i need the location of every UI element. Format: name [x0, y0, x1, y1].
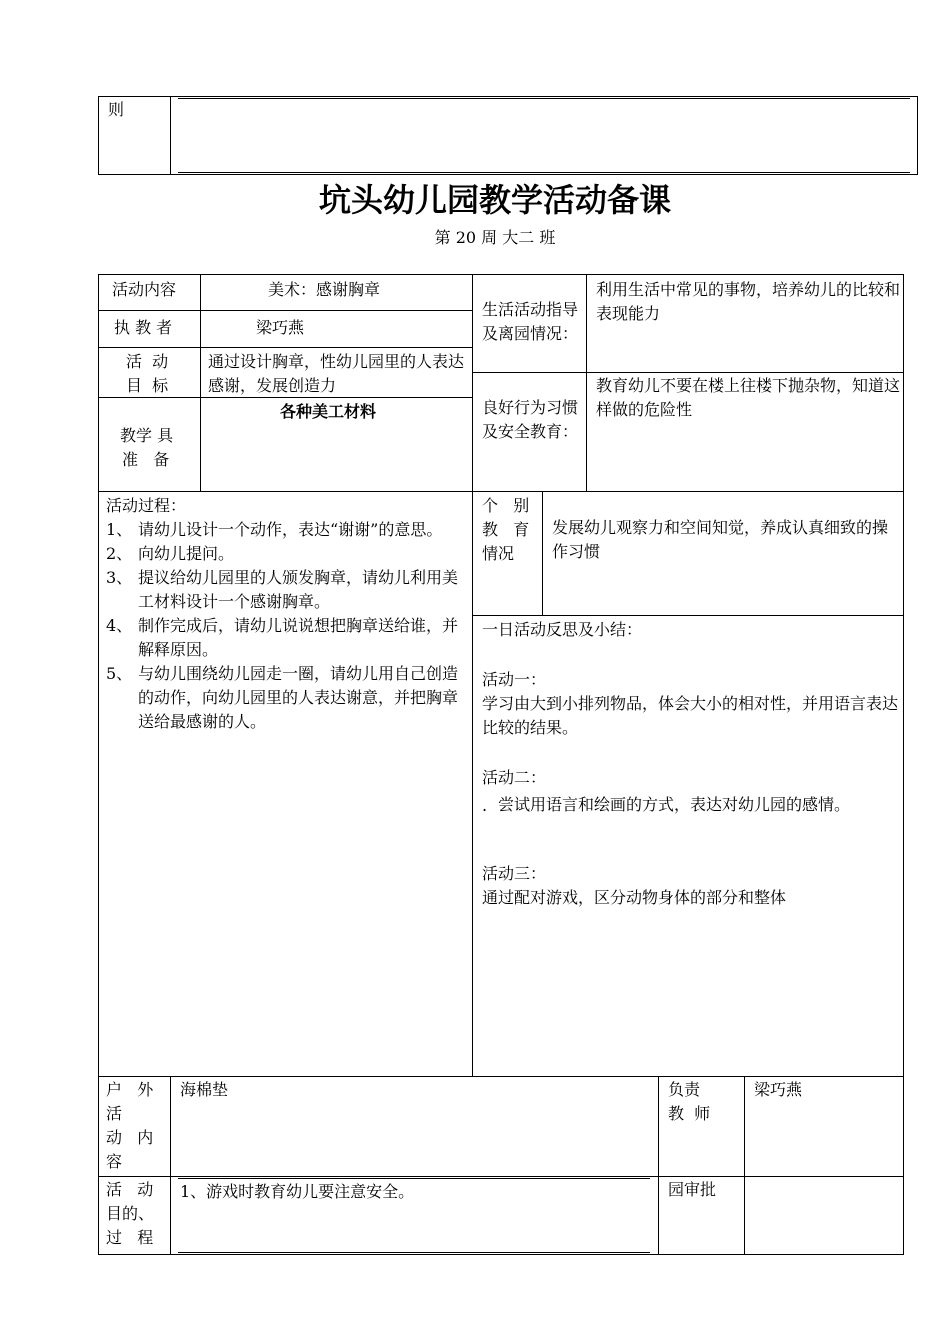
page-title: 坑头幼儿园教学活动备课: [318, 181, 671, 219]
purpose-label-line2: 目的、: [106, 1204, 155, 1223]
process-step-text: 与幼儿围绕幼儿园走一圈，请幼儿用自己创造的动作，向幼儿园里的人表达谢意，并把胸章送给最感谢的人。: [138, 664, 459, 731]
life-value: 利用生活中常见的事物，培养幼儿的比较和表现能力: [596, 280, 901, 323]
process-step: [106, 542, 468, 566]
habit-value: 教育幼儿不要在楼上往楼下抛杂物，知道这样做的危险性: [596, 376, 901, 419]
activity-three-text: 通过配对游戏，区分动物身体的部分和整体: [482, 888, 787, 907]
outdoor-label-line4: 容: [106, 1152, 123, 1171]
process-step-text: 提议给幼儿园里的人颁发胸章，请幼儿利用美工材料设计一个感谢胸章。: [138, 568, 459, 611]
purpose-label-line3: 过 程: [106, 1228, 154, 1247]
responsible-value: 梁巧燕: [754, 1080, 803, 1099]
process-step-number: 4、: [106, 616, 133, 635]
process-step-text: 制作完成后，请幼儿说说想把胸章送给谁，并解释原因。: [138, 616, 459, 659]
activity-three-label: 活动三：: [482, 864, 547, 883]
process-step-text: 向幼儿提问。: [138, 544, 235, 563]
process-label: 活动过程：: [106, 496, 187, 515]
responsible-label-line1: 负责: [668, 1080, 701, 1099]
activity-content-value: 美术：感谢胸章: [268, 280, 381, 299]
activity-one-text: 学习由大到小排列物品，体会大小的相对性，并用语言表达比较的结果。: [482, 694, 899, 737]
materials-value: 各种美工材料: [280, 402, 377, 421]
reflection-label: 一日活动反思及小结：: [482, 620, 643, 639]
outdoor-label-line1: 户 外: [106, 1080, 154, 1099]
process-step-number: 3、: [106, 568, 133, 587]
activity-two-text: 尝试用语言和绘画的方式，表达对幼儿园的感情。: [498, 795, 851, 814]
process-step: [106, 518, 468, 542]
individual-value: 发展幼儿观察力和空间知觉，养成认真细致的操作习惯: [552, 518, 889, 561]
individual-label-line1: 个 别: [482, 496, 530, 515]
process-step-number: 2、: [106, 544, 133, 563]
process-step: [106, 614, 468, 662]
responsible-label-line2: 教 师: [668, 1104, 711, 1123]
teacher-label: 执 教 者: [114, 318, 173, 337]
process-step-number: 5、: [106, 664, 133, 683]
process-step-text: 请幼儿设计一个动作，表达“谢谢”的意思。: [138, 520, 443, 539]
purpose-label-line1: 活 动: [106, 1180, 154, 1199]
individual-label-line3: 情况: [482, 544, 515, 563]
activity-two-bullet: .: [482, 796, 488, 815]
outdoor-label-line3: 动 内: [106, 1128, 154, 1147]
process-step-number: 1、: [106, 520, 133, 539]
process-step: [106, 662, 468, 734]
process-section: [106, 494, 468, 734]
page-subtitle: 第 20 周 大二 班: [434, 228, 556, 247]
materials-label-line1: 教学 具: [120, 426, 174, 445]
activity-two-label: 活动二：: [482, 768, 547, 787]
goal-value: 通过设计胸章，性幼儿园里的人表达感谢，发展创造力: [208, 352, 465, 395]
top-table-label: 则: [108, 100, 125, 119]
teacher-value: 梁巧燕: [256, 318, 305, 337]
goal-label-line1: 活 动: [126, 352, 169, 371]
process-steps: [106, 518, 468, 734]
activity-content-label: 活动内容: [112, 280, 177, 299]
purpose-value: 1、游戏时教育幼儿要注意安全。: [180, 1182, 415, 1201]
life-label: 生活活动指导及离园情况：: [482, 300, 579, 343]
individual-label-line2: 教 育: [482, 520, 530, 539]
materials-label-line2: 准 备: [122, 450, 170, 469]
approval-label: 园审批: [668, 1180, 717, 1199]
process-step: [106, 566, 468, 614]
goal-label-line2: 目 标: [126, 376, 169, 395]
outdoor-value: 海棉垫: [180, 1080, 229, 1099]
activity-one-label: 活动一：: [482, 670, 547, 689]
outdoor-label-line2: 活: [106, 1104, 123, 1123]
habit-label: 良好行为习惯及安全教育：: [482, 398, 579, 441]
